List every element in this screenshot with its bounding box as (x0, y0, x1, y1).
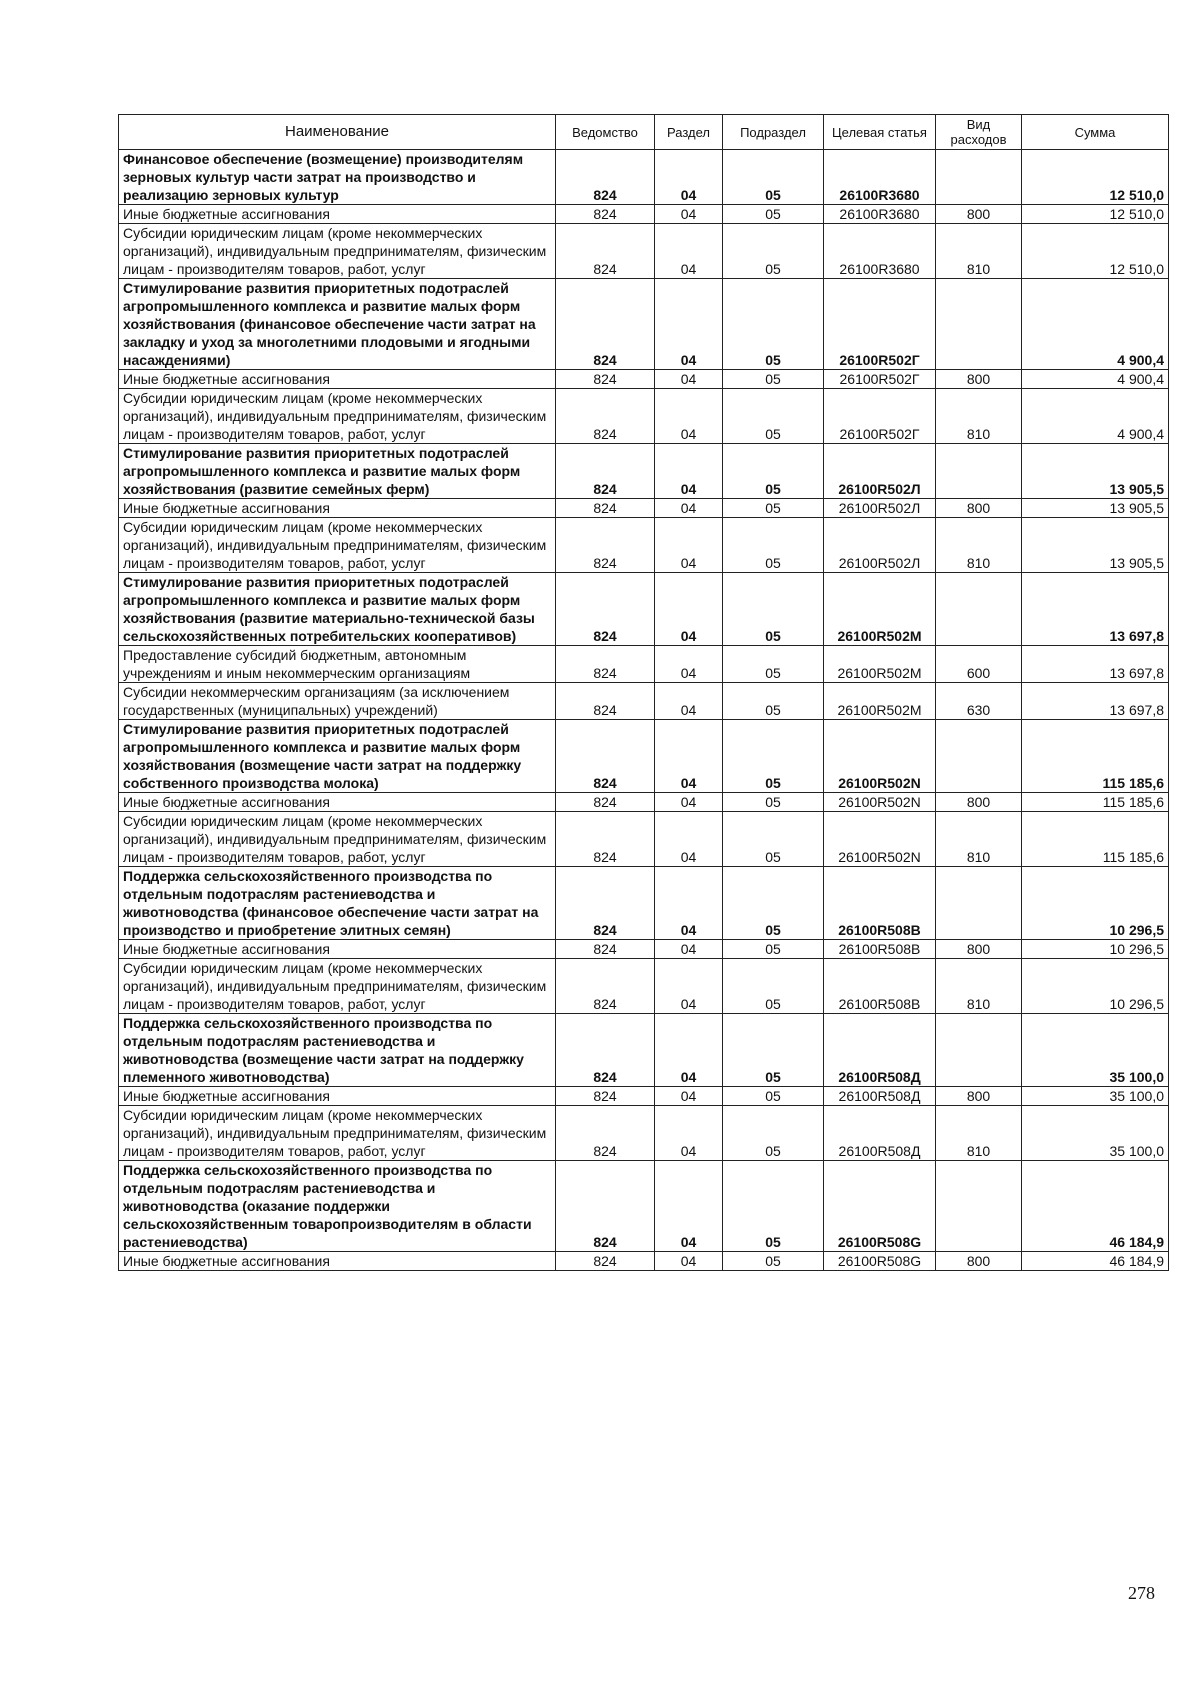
cell-sum: 13 697,8 (1022, 683, 1169, 720)
cell-subsection: 05 (723, 573, 824, 646)
cell-sum: 4 900,4 (1022, 389, 1169, 444)
cell-department: 824 (556, 867, 655, 940)
cell-expense-type (936, 720, 1022, 793)
cell-target-article: 26100R3680 (824, 205, 936, 224)
cell-sum: 13 905,5 (1022, 518, 1169, 573)
cell-name: Стимулирование развития приоритетных подотраслей агропромышленного комплекса и развитие малых форм хозяйствования (возмещение части затрат на поддержку собственного производства молока) (119, 720, 556, 793)
cell-department: 824 (556, 224, 655, 279)
cell-target-article: 26100R508B (824, 867, 936, 940)
cell-name: Иные бюджетные ассигнования (119, 1252, 556, 1271)
cell-section: 04 (655, 150, 723, 205)
cell-expense-type: 800 (936, 940, 1022, 959)
cell-subsection: 05 (723, 224, 824, 279)
cell-sum: 115 185,6 (1022, 720, 1169, 793)
cell-expense-type: 810 (936, 518, 1022, 573)
header-subsection: Подраздел (723, 115, 824, 150)
cell-section: 04 (655, 573, 723, 646)
cell-target-article: 26100R502Л (824, 499, 936, 518)
cell-name: Субсидии юридическим лицам (кроме некоммерческих организаций), индивидуальным предпринимателям, физическим лицам - производителям товаров, работ, услуг (119, 389, 556, 444)
cell-expense-type: 800 (936, 499, 1022, 518)
cell-department: 824 (556, 573, 655, 646)
cell-target-article: 26100R508Д (824, 1014, 936, 1087)
cell-name: Финансовое обеспечение (возмещение) производителям зерновых культур части затрат на производство и реализацию зерновых культур (119, 150, 556, 205)
cell-name: Субсидии юридическим лицам (кроме некоммерческих организаций), индивидуальным предпринимателям, физическим лицам - производителям товаров, работ, услуг (119, 518, 556, 573)
cell-subsection: 05 (723, 1014, 824, 1087)
cell-department: 824 (556, 812, 655, 867)
header-expense-type: Вид расходов (936, 115, 1022, 150)
cell-subsection: 05 (723, 205, 824, 224)
table-row (119, 1014, 1169, 1087)
cell-expense-type: 810 (936, 1106, 1022, 1161)
cell-target-article: 26100R502N (824, 812, 936, 867)
cell-department: 824 (556, 793, 655, 812)
cell-sum: 13 697,8 (1022, 573, 1169, 646)
table-body (119, 150, 1169, 1271)
table-row (119, 444, 1169, 499)
cell-target-article: 26100R508B (824, 959, 936, 1014)
table-row (119, 1252, 1169, 1271)
cell-name: Субсидии юридическим лицам (кроме некоммерческих организаций), индивидуальным предпринимателям, физическим лицам - производителям товаров, работ, услуг (119, 812, 556, 867)
cell-expense-type: 630 (936, 683, 1022, 720)
table-row (119, 720, 1169, 793)
cell-section: 04 (655, 205, 723, 224)
cell-target-article: 26100R502M (824, 573, 936, 646)
table-row (119, 812, 1169, 867)
cell-subsection: 05 (723, 1161, 824, 1252)
cell-expense-type: 810 (936, 389, 1022, 444)
cell-target-article: 26100R508G (824, 1161, 936, 1252)
cell-sum: 35 100,0 (1022, 1106, 1169, 1161)
cell-sum: 10 296,5 (1022, 959, 1169, 1014)
cell-target-article: 26100R508Д (824, 1087, 936, 1106)
cell-section: 04 (655, 224, 723, 279)
cell-subsection: 05 (723, 499, 824, 518)
cell-department: 824 (556, 959, 655, 1014)
cell-subsection: 05 (723, 1087, 824, 1106)
cell-section: 04 (655, 518, 723, 573)
cell-section: 04 (655, 812, 723, 867)
cell-sum: 10 296,5 (1022, 867, 1169, 940)
table-row (119, 150, 1169, 205)
cell-name: Предоставление субсидий бюджетным, автономным учреждениям и иным некоммерческим организациям (119, 646, 556, 683)
table-row (119, 499, 1169, 518)
cell-name: Субсидии некоммерческим организациям (за исключением государственных (муниципальных) учреждений) (119, 683, 556, 720)
table-row (119, 224, 1169, 279)
cell-section: 04 (655, 793, 723, 812)
cell-expense-type (936, 279, 1022, 370)
cell-sum: 12 510,0 (1022, 224, 1169, 279)
cell-name: Поддержка сельскохозяйственного производства по отдельным подотраслям растениеводства и животноводства (финансовое обеспечение части затрат на производство и приобретение элитных семян) (119, 867, 556, 940)
cell-section: 04 (655, 1252, 723, 1271)
cell-name: Поддержка сельскохозяйственного производства по отдельным подотраслям растениеводства и животноводства (возмещение части затрат на поддержку племенного животноводства) (119, 1014, 556, 1087)
cell-expense-type: 810 (936, 812, 1022, 867)
cell-section: 04 (655, 959, 723, 1014)
cell-sum: 12 510,0 (1022, 150, 1169, 205)
cell-subsection: 05 (723, 1106, 824, 1161)
cell-subsection: 05 (723, 518, 824, 573)
cell-sum: 115 185,6 (1022, 812, 1169, 867)
cell-expense-type: 800 (936, 1252, 1022, 1271)
cell-name: Иные бюджетные ассигнования (119, 940, 556, 959)
table-row (119, 940, 1169, 959)
cell-sum: 4 900,4 (1022, 370, 1169, 389)
cell-expense-type (936, 573, 1022, 646)
cell-section: 04 (655, 1087, 723, 1106)
budget-table (118, 114, 1169, 1271)
table-row (119, 1087, 1169, 1106)
table-row (119, 389, 1169, 444)
cell-sum: 13 905,5 (1022, 499, 1169, 518)
cell-sum: 46 184,9 (1022, 1252, 1169, 1271)
table-row (119, 646, 1169, 683)
cell-section: 04 (655, 867, 723, 940)
cell-sum: 4 900,4 (1022, 279, 1169, 370)
cell-department: 824 (556, 279, 655, 370)
cell-target-article: 26100R502Г (824, 370, 936, 389)
cell-name: Иные бюджетные ассигнования (119, 499, 556, 518)
cell-target-article: 26100R502M (824, 683, 936, 720)
cell-department: 824 (556, 518, 655, 573)
cell-name: Субсидии юридическим лицам (кроме некоммерческих организаций), индивидуальным предпринимателям, физическим лицам - производителям товаров, работ, услуг (119, 224, 556, 279)
cell-subsection: 05 (723, 279, 824, 370)
cell-section: 04 (655, 1014, 723, 1087)
table-row (119, 205, 1169, 224)
cell-name: Поддержка сельскохозяйственного производства по отдельным подотраслям растениеводства и животноводства (оказание поддержки сельскохозяйственным товаропроизводителям в области растениеводства) (119, 1161, 556, 1252)
cell-target-article: 26100R3680 (824, 150, 936, 205)
cell-subsection: 05 (723, 867, 824, 940)
cell-sum: 46 184,9 (1022, 1161, 1169, 1252)
table-row (119, 867, 1169, 940)
page-number: 278 (1128, 1583, 1155, 1603)
cell-sum: 35 100,0 (1022, 1014, 1169, 1087)
cell-name: Иные бюджетные ассигнования (119, 1087, 556, 1106)
cell-name: Иные бюджетные ассигнования (119, 370, 556, 389)
cell-expense-type (936, 1161, 1022, 1252)
cell-department: 824 (556, 683, 655, 720)
cell-sum: 10 296,5 (1022, 940, 1169, 959)
cell-name: Стимулирование развития приоритетных подотраслей агропромышленного комплекса и развитие малых форм хозяйствования (развитие семейных ферм) (119, 444, 556, 499)
cell-department: 824 (556, 444, 655, 499)
cell-department: 824 (556, 1014, 655, 1087)
cell-name: Стимулирование развития приоритетных подотраслей агропромышленного комплекса и развитие малых форм хозяйствования (финансовое обеспечение части затрат на закладку и уход за многолетними плодовыми и ягодными насаждениями) (119, 279, 556, 370)
header-department: Ведомство (556, 115, 655, 150)
cell-target-article: 26100R502N (824, 720, 936, 793)
cell-expense-type: 800 (936, 1087, 1022, 1106)
cell-target-article: 26100R3680 (824, 224, 936, 279)
table-row (119, 793, 1169, 812)
header-target-article: Целевая статья (824, 115, 936, 150)
table-row (119, 370, 1169, 389)
cell-subsection: 05 (723, 1252, 824, 1271)
cell-sum: 13 697,8 (1022, 646, 1169, 683)
cell-name: Субсидии юридическим лицам (кроме некоммерческих организаций), индивидуальным предпринимателям, физическим лицам - производителям товаров, работ, услуг (119, 959, 556, 1014)
cell-name: Стимулирование развития приоритетных подотраслей агропромышленного комплекса и развитие малых форм хозяйствования (развитие материально-технической базы сельскохозяйственных потребительских кооперативов) (119, 573, 556, 646)
table-row (119, 683, 1169, 720)
cell-department: 824 (556, 940, 655, 959)
cell-expense-type: 800 (936, 205, 1022, 224)
cell-department: 824 (556, 1106, 655, 1161)
cell-department: 824 (556, 205, 655, 224)
cell-expense-type: 800 (936, 793, 1022, 812)
cell-section: 04 (655, 444, 723, 499)
cell-expense-type (936, 444, 1022, 499)
cell-sum: 13 905,5 (1022, 444, 1169, 499)
cell-section: 04 (655, 1106, 723, 1161)
cell-department: 824 (556, 1161, 655, 1252)
cell-department: 824 (556, 389, 655, 444)
cell-expense-type: 810 (936, 224, 1022, 279)
cell-target-article: 26100R508Д (824, 1106, 936, 1161)
table-row (119, 1161, 1169, 1252)
cell-subsection: 05 (723, 150, 824, 205)
cell-expense-type: 800 (936, 370, 1022, 389)
cell-target-article: 26100R502Л (824, 518, 936, 573)
cell-name: Субсидии юридическим лицам (кроме некоммерческих организаций), индивидуальным предпринимателям, физическим лицам - производителям товаров, работ, услуг (119, 1106, 556, 1161)
cell-subsection: 05 (723, 812, 824, 867)
cell-target-article: 26100R508B (824, 940, 936, 959)
cell-section: 04 (655, 499, 723, 518)
cell-target-article: 26100R502M (824, 646, 936, 683)
cell-section: 04 (655, 940, 723, 959)
cell-section: 04 (655, 389, 723, 444)
table-row (119, 1106, 1169, 1161)
cell-expense-type (936, 150, 1022, 205)
cell-department: 824 (556, 150, 655, 205)
table-row (119, 573, 1169, 646)
table-header-row (119, 115, 1169, 150)
cell-section: 04 (655, 683, 723, 720)
budget-table-container (118, 114, 1168, 1271)
cell-section: 04 (655, 1161, 723, 1252)
cell-name: Иные бюджетные ассигнования (119, 205, 556, 224)
cell-subsection: 05 (723, 444, 824, 499)
cell-target-article: 26100R502N (824, 793, 936, 812)
table-row (119, 959, 1169, 1014)
cell-subsection: 05 (723, 940, 824, 959)
cell-section: 04 (655, 720, 723, 793)
cell-department: 824 (556, 646, 655, 683)
cell-expense-type (936, 867, 1022, 940)
cell-department: 824 (556, 1087, 655, 1106)
cell-target-article: 26100R502Л (824, 444, 936, 499)
cell-subsection: 05 (723, 370, 824, 389)
cell-subsection: 05 (723, 720, 824, 793)
cell-sum: 115 185,6 (1022, 793, 1169, 812)
cell-name: Иные бюджетные ассигнования (119, 793, 556, 812)
header-name: Наименование (119, 115, 556, 150)
cell-section: 04 (655, 279, 723, 370)
cell-department: 824 (556, 720, 655, 793)
cell-target-article: 26100R502Г (824, 389, 936, 444)
cell-target-article: 26100R502Г (824, 279, 936, 370)
cell-subsection: 05 (723, 683, 824, 720)
cell-target-article: 26100R508G (824, 1252, 936, 1271)
header-sum: Сумма (1022, 115, 1169, 150)
header-section: Раздел (655, 115, 723, 150)
cell-section: 04 (655, 370, 723, 389)
cell-department: 824 (556, 499, 655, 518)
cell-expense-type (936, 1014, 1022, 1087)
cell-sum: 12 510,0 (1022, 205, 1169, 224)
cell-department: 824 (556, 1252, 655, 1271)
cell-expense-type: 810 (936, 959, 1022, 1014)
cell-section: 04 (655, 646, 723, 683)
table-row (119, 518, 1169, 573)
table-row (119, 279, 1169, 370)
cell-subsection: 05 (723, 959, 824, 1014)
cell-expense-type: 600 (936, 646, 1022, 683)
cell-subsection: 05 (723, 646, 824, 683)
cell-department: 824 (556, 370, 655, 389)
cell-subsection: 05 (723, 389, 824, 444)
cell-subsection: 05 (723, 793, 824, 812)
cell-sum: 35 100,0 (1022, 1087, 1169, 1106)
